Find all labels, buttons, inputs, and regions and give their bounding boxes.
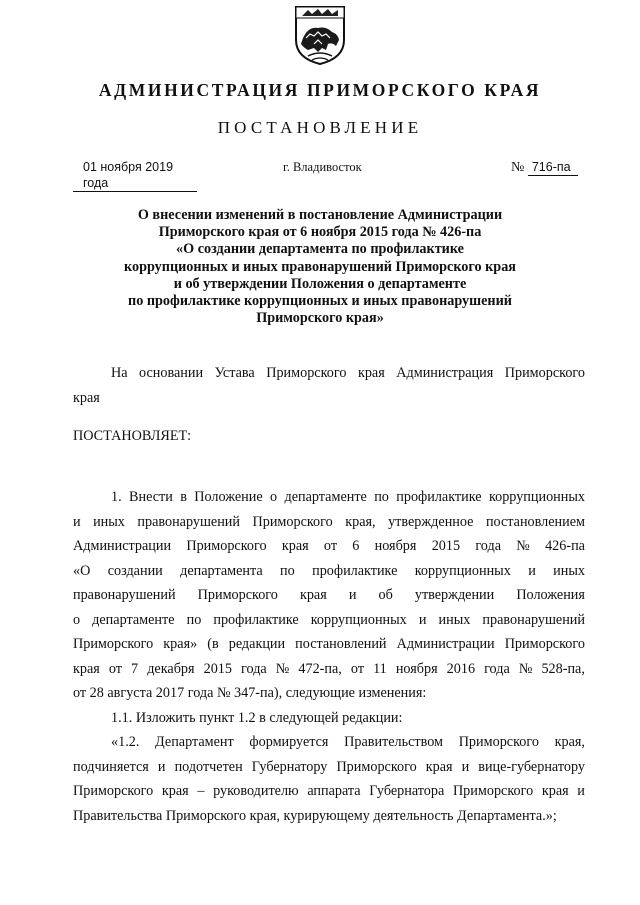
word: правонарушений [73, 587, 176, 603]
word: края [541, 783, 569, 799]
word: и [528, 562, 536, 579]
word: от [108, 660, 122, 677]
word: и [157, 758, 166, 775]
basis-line: края [73, 389, 100, 406]
word: утверждении [414, 587, 495, 603]
word: и [577, 783, 585, 799]
word: коррупционных [414, 562, 511, 579]
title-line: «О создании департамента по профилактике [176, 241, 464, 258]
word: края [161, 783, 189, 799]
word: профилактике [396, 489, 482, 505]
word: по [186, 611, 202, 628]
word: в [180, 489, 187, 505]
word: Приморского [197, 587, 278, 603]
document-number-label: № [511, 160, 525, 175]
word: правонарушений [137, 513, 240, 530]
organization-name: АДМИНИСТРАЦИЯ ПРИМОРСКОГО КРАЯ [98, 80, 542, 100]
word: создании [107, 562, 163, 579]
coat-of-arms-emblem [292, 4, 348, 66]
word: и [73, 513, 81, 530]
word: Приморского [186, 538, 267, 554]
basis-paragraph [73, 361, 585, 410]
word: коррупционных [488, 489, 585, 505]
word: Положения [516, 587, 585, 603]
word: края, [554, 734, 585, 750]
word: декабря [147, 660, 195, 677]
body-paragraphs [73, 485, 585, 828]
word: Приморского [73, 783, 154, 799]
document-date: 01 ноября 2019 года [73, 159, 197, 192]
word: и [461, 758, 470, 775]
body-line [73, 583, 585, 608]
word: по [374, 489, 389, 505]
word: 11 [373, 660, 387, 677]
word: аппарата [307, 783, 361, 799]
word: года [241, 660, 267, 677]
word: 2015 [203, 660, 232, 677]
word: редакции [228, 636, 286, 652]
title-line: коррупционных и иных правонарушений Приморского края [124, 258, 516, 275]
body-line [73, 632, 585, 657]
word: профилактике [312, 562, 398, 579]
word: основании [139, 365, 204, 381]
word: ноября [395, 660, 438, 677]
basis-line [73, 361, 585, 386]
word: вице-губернатору [478, 758, 585, 775]
word: года [484, 660, 510, 677]
word: и [348, 587, 357, 603]
word: 2015 [431, 538, 461, 554]
word: коррупционных [310, 611, 407, 628]
word: Администрации [396, 636, 495, 652]
document-type: ПОСТАНОВЛЕНИЕ [217, 118, 423, 137]
resolve-heading: ПОСТАНОВЛЯЕТ: [73, 428, 192, 444]
word: года [475, 538, 501, 554]
body-line [73, 730, 585, 755]
word: Приморского [504, 365, 585, 381]
body-line [73, 779, 585, 804]
word: края [357, 365, 385, 381]
body-line [73, 559, 585, 584]
word: Приморского [504, 636, 585, 652]
word: «1.2. [111, 734, 140, 750]
document-title [60, 207, 580, 327]
word: 7 [131, 660, 139, 677]
word: № [516, 538, 530, 554]
word: края [281, 538, 309, 554]
word: «О [73, 562, 91, 579]
word: Приморского [73, 636, 154, 652]
word: № [518, 660, 533, 677]
body-line [73, 657, 585, 682]
word: Губернатора [369, 783, 445, 799]
document-city: г. Владивосток [283, 160, 362, 174]
body-line: от 28 августа 2017 года № 347-па), следующие изменения: [73, 685, 427, 701]
word: края [73, 660, 100, 677]
word: 426-па [545, 538, 585, 554]
word: Губернатору [251, 758, 328, 775]
word: иных [93, 513, 125, 530]
word: Администрация [396, 365, 494, 381]
word: утвержденное [388, 513, 474, 530]
word: края [299, 587, 327, 603]
body-line [73, 534, 585, 559]
word: о [270, 489, 278, 505]
word: от [323, 538, 338, 554]
word: подотчетен [174, 758, 243, 775]
document-number [511, 159, 578, 176]
word: постановлением [485, 513, 585, 530]
word: формируется [249, 734, 329, 750]
word: департамента [180, 562, 263, 579]
word: об [378, 587, 393, 603]
word: 1. [111, 489, 122, 505]
word: Департамент [155, 734, 234, 750]
word: Администрации [73, 538, 172, 554]
word: Правительством [344, 734, 444, 750]
word: правонарушений [482, 611, 585, 628]
coat-of-arms-icon [292, 4, 348, 66]
word: 472-па, [298, 660, 342, 677]
word: по [280, 562, 295, 579]
word: края [425, 758, 453, 775]
word: (в [207, 636, 219, 652]
word: 528-па, [541, 660, 585, 677]
body-line [73, 608, 585, 633]
word: подчиняется [73, 758, 149, 775]
word: 2016 [446, 660, 476, 677]
word: Положение [194, 489, 263, 505]
word: и [418, 611, 427, 628]
word: постановлений [295, 636, 387, 652]
word: иных [553, 562, 585, 579]
word: от [350, 660, 365, 677]
document-number-value: 716-па [528, 159, 578, 176]
title-line: Приморского края» [256, 310, 384, 327]
word: – [197, 783, 205, 799]
word: ноября [374, 538, 417, 554]
title-line: Приморского края от 6 ноября 2015 года № 426-па [158, 224, 482, 241]
word: о [73, 611, 81, 628]
word: На [111, 365, 128, 381]
word: Приморского [452, 783, 534, 799]
word: иных [438, 611, 471, 628]
word: руководителю [213, 783, 299, 799]
word: профилактике [213, 611, 299, 628]
word: департаменте [92, 611, 175, 628]
word: департаменте [284, 489, 367, 505]
body-line [73, 755, 585, 780]
body-line: Правительства Приморского края, курирующему деятельность Департамента.»; [73, 807, 557, 824]
title-line: по профилактике коррупционных и иных правонарушений [128, 293, 512, 310]
word: Приморского [252, 513, 333, 530]
body-line: 1.1. Изложить пункт 1.2 в следующей редакции: [111, 709, 403, 726]
word: Внести [129, 489, 173, 505]
body-line [73, 485, 585, 510]
word: Устава [214, 365, 255, 381]
word: Приморского [266, 365, 347, 381]
word: № [275, 660, 290, 677]
word: Приморского [458, 734, 539, 750]
body-line [73, 510, 585, 535]
title-line: О внесении изменений в постановление Администрации [137, 207, 503, 223]
word: края» [163, 636, 198, 652]
word: края, [345, 513, 376, 530]
title-line: и об утверждении Положения о департаменте [173, 275, 467, 292]
word: Приморского [336, 758, 417, 775]
word: 6 [352, 538, 360, 554]
